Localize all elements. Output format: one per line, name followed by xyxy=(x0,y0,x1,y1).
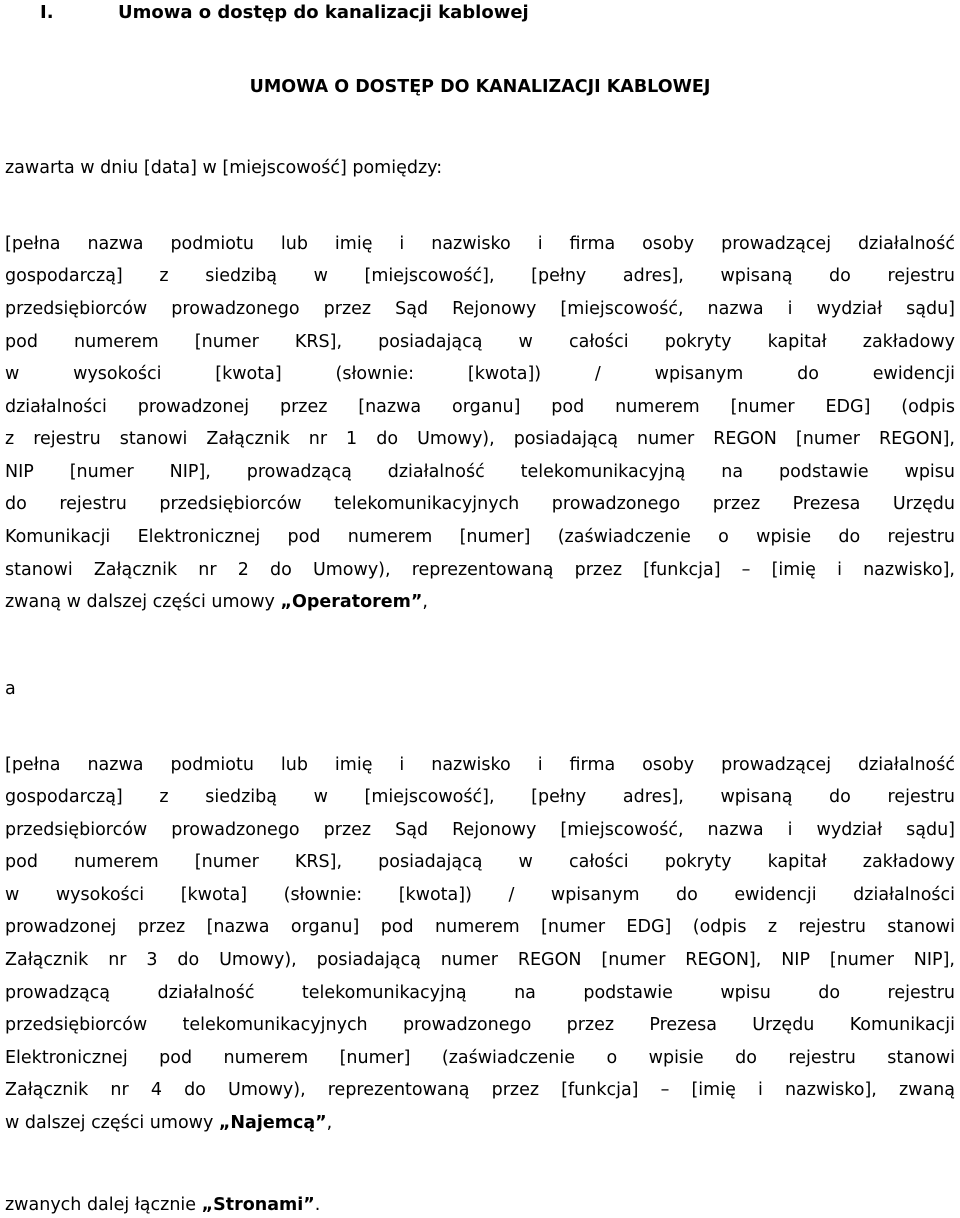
party2-line-2: gospodarczą] z siedzibą w [miejscowość], [pełny adres], wpisaną do rejestru xyxy=(5,787,955,807)
party1-closing xyxy=(5,589,955,615)
final-prefix: zwanych dalej łącznie xyxy=(5,1195,202,1215)
party1-line-8: NIP [numer NIP], prowadzącą działalność telekomunikacyjną na podstawie wpisu xyxy=(5,462,955,482)
parties-collective-line xyxy=(5,1192,955,1218)
party2-line-3: przedsiębiorców prowadzonego przez Sąd Rejonowy [miejscowość, nazwa i wydział sądu] xyxy=(5,820,955,840)
party1-line-6: działalności prowadzonej przez [nazwa organu] pod numerem [numer EDG] (odpis xyxy=(5,397,955,417)
party1-line-3: przedsiębiorców prowadzonego przez Sąd Rejonowy [miejscowość, nazwa i wydział sądu] xyxy=(5,299,955,319)
party1-closing-suffix: , xyxy=(422,592,428,612)
party2-line-8: prowadzącą działalność telekomunikacyjną na podstawie wpisu do rejestru xyxy=(5,983,955,1003)
intro-line: zawarta w dniu [data] w [miejscowość] pomiędzy: xyxy=(5,158,443,178)
party1-line-5: w wysokości [kwota] (słownie: [kwota]) / wpisanym do ewidencji xyxy=(5,364,955,384)
final-suffix: . xyxy=(314,1195,321,1215)
party1-closing-prefix: zwaną w dalszej części umowy xyxy=(5,592,281,612)
parties-collective-name: „Stronami” xyxy=(201,1195,315,1215)
section-heading xyxy=(0,0,960,26)
party1-line-9: do rejestru przedsiębiorców telekomunikacyjnych prowadzonego przez Prezesa Urzędu xyxy=(5,494,955,514)
section-title: Umowa o dostęp do kanalizacji kablowej xyxy=(118,2,529,23)
party1-role-name: „Operatorem” xyxy=(280,592,423,612)
party2-line-5: w wysokości [kwota] (słownie: [kwota]) / wpisanym do ewidencji działalności xyxy=(5,885,955,905)
party1-line-1: [pełna nazwa podmiotu lub imię i nazwisko i firma osoby prowadzącej działalność xyxy=(5,234,955,254)
party1-line-11: stanowi Załącznik nr 2 do Umowy), reprezentowaną przez [funkcja] – [imię i nazwisko], xyxy=(5,560,955,580)
party2-line-1: [pełna nazwa podmiotu lub imię i nazwisko i firma osoby prowadzącej działalność xyxy=(5,755,955,775)
party2-line-7: Załącznik nr 3 do Umowy), posiadającą numer REGON [numer REGON], NIP [numer NIP], xyxy=(5,950,955,970)
contract-title: UMOWA O DOSTĘP DO KANALIZACJI KABLOWEJ xyxy=(249,77,711,97)
party2-closing xyxy=(5,1110,955,1136)
party1-line-4: pod numerem [numer KRS], posiadającą w całości pokryty kapitał zakładowy xyxy=(5,332,955,352)
party2-line-4: pod numerem [numer KRS], posiadającą w całości pokryty kapitał zakładowy xyxy=(5,852,955,872)
party2-line-10: Elektronicznej pod numerem [numer] (zaświadczenie o wpisie do rejestru stanowi xyxy=(5,1048,955,1068)
party1-line-10: Komunikacji Elektronicznej pod numerem [numer] (zaświadczenie o wpisie do rejestru xyxy=(5,527,955,547)
party2-closing-prefix: w dalszej części umowy xyxy=(5,1113,219,1133)
party2-line-6: prowadzonej przez [nazwa organu] pod numerem [numer EDG] (odpis z rejestru stanowi xyxy=(5,917,955,937)
party2-line-9: przedsiębiorców telekomunikacyjnych prowadzonego przez Prezesa Urzędu Komunikacji xyxy=(5,1015,955,1035)
party1-line-7: z rejestru stanowi Załącznik nr 1 do Umowy), posiadającą numer REGON [numer REGON], xyxy=(5,429,955,449)
party2-closing-suffix: , xyxy=(326,1113,333,1133)
connector-text: a xyxy=(5,679,16,699)
party1-line-2: gospodarczą] z siedzibą w [miejscowość], [pełny adres], wpisaną do rejestru xyxy=(5,266,955,286)
party2-line-11: Załącznik nr 4 do Umowy), reprezentowaną przez [funkcja] – [imię i nazwisko], zwaną xyxy=(5,1080,955,1100)
section-number: I. xyxy=(40,2,54,23)
party2-role-name: „Najemcą” xyxy=(218,1113,327,1133)
